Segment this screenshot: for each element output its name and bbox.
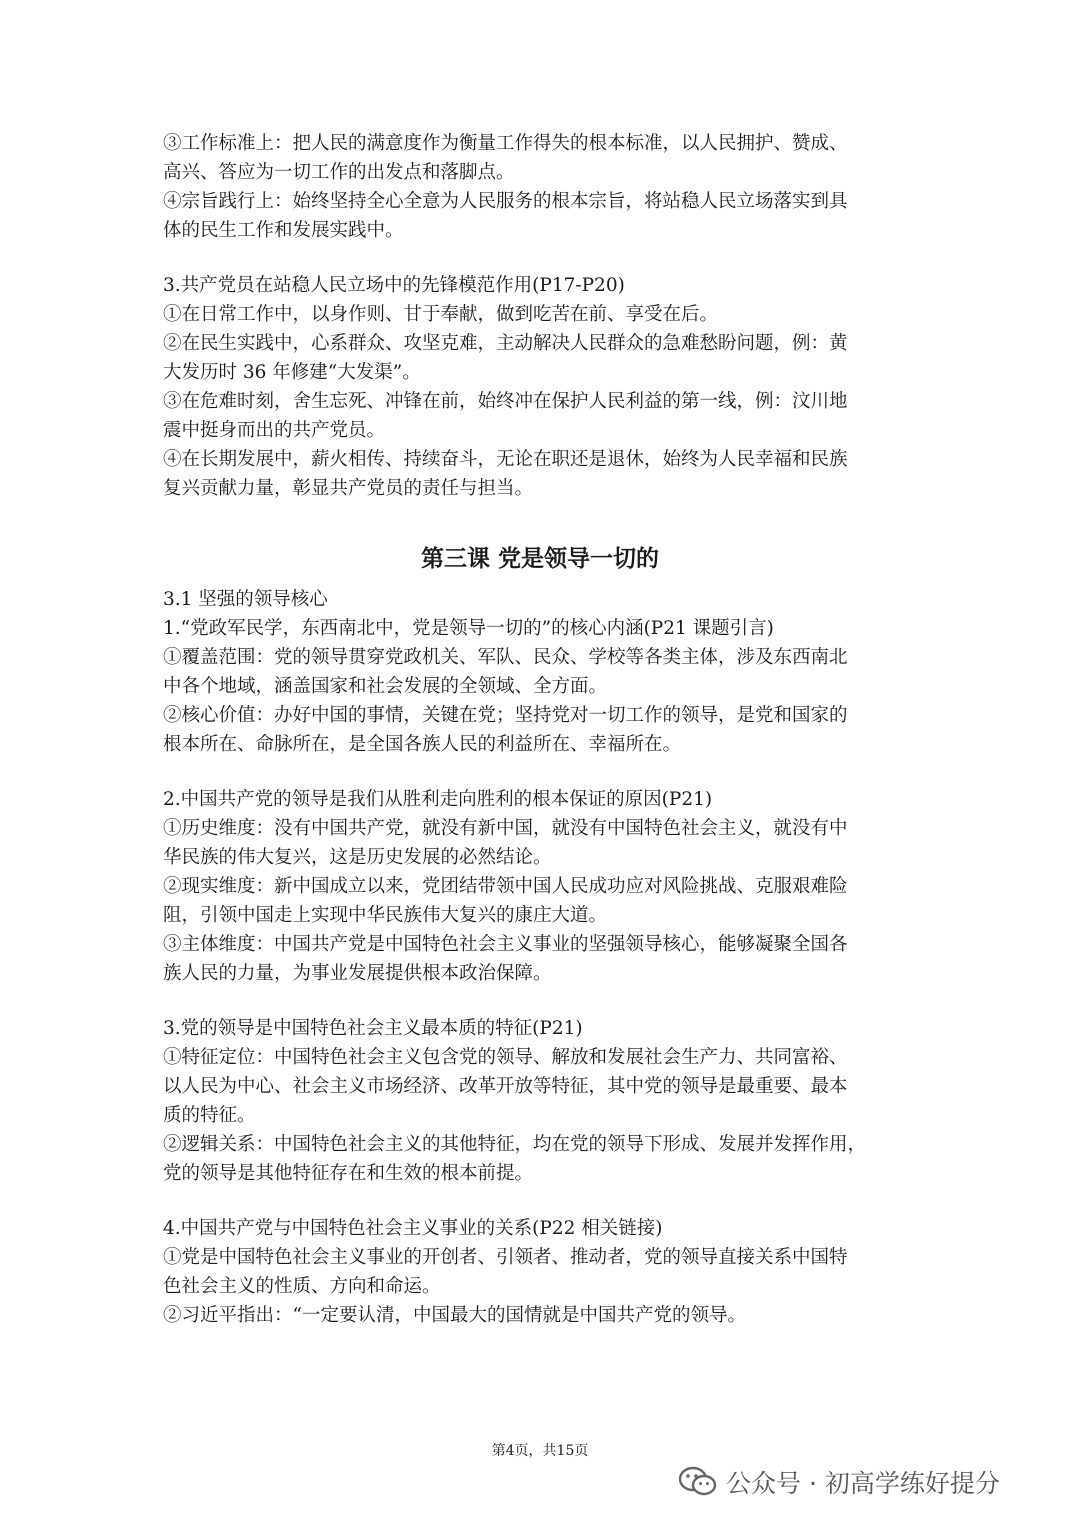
text-line: ②现实维度：新中国成立以来，党团结带领中国人民成功应对风险挑战、克服艰难险 — [163, 876, 848, 897]
text-line: ②在民生实践中，心系群众、攻坚克难，主动解决人民群众的急难愁盼问题，例：黄 — [163, 333, 848, 354]
text-line: ①在日常工作中，以身作则、甘于奉献，做到吃苦在前、享受在后。 — [163, 304, 719, 325]
text-line: 1.“党政军民学，东西南北中，党是领导一切的”的核心内涵(P21 课题引言) — [163, 618, 774, 639]
text-line: ①党是中国特色社会主义事业的开创者、引领者、推动者，党的领导直接关系中国特 — [163, 1247, 848, 1268]
text-line: ③在危难时刻，舍生忘死、冲锋在前，始终冲在保护人民利益的第一线，例：汶川地 — [163, 391, 848, 412]
text-line: 高兴、答应为一切工作的出发点和落脚点。 — [163, 162, 515, 183]
text-line: 4.中国共产党与中国特色社会主义事业的关系(P22 相关链接) — [163, 1218, 663, 1239]
text-line: 华民族的伟大复兴，这是历史发展的必然结论。 — [163, 847, 552, 868]
text-line: 色社会主义的性质、方向和命运。 — [163, 1276, 441, 1297]
text-line: 党的领导是其他特征存在和生效的根本前提。 — [163, 1163, 534, 1184]
text-line: 震中挺身而出的共产党员。 — [163, 420, 386, 441]
text-line: 复兴贡献力量，彰显共产党员的责任与担当。 — [163, 478, 534, 499]
page-footer: 第4页，共15页 — [491, 1443, 589, 1459]
text-line: 大发历时 36 年修建“大发渠”。 — [163, 362, 421, 383]
watermark-text: 公众号 · 初高学练好提分 — [726, 1469, 1000, 1498]
text-line: 3.党的领导是中国特色社会主义最本质的特征(P21) — [163, 1018, 583, 1039]
text-line: ③主体维度：中国共产党是中国特色社会主义事业的坚强领导核心，能够凝聚全国各 — [163, 934, 848, 955]
text-line: ④在长期发展中，薪火相传、持续奋斗，无论在职还是退休，始终为人民幸福和民族 — [163, 449, 848, 470]
text-line: 2.中国共产党的领导是我们从胜利走向胜利的根本保证的原因(P21) — [163, 789, 713, 810]
lesson-title: 第三课 党是领导一切的 — [420, 546, 659, 572]
text-line: ④宗旨践行上：始终坚持全心全意为人民服务的根本宗旨，将站稳人民立场落实到具 — [163, 191, 848, 212]
text-line: ①覆盖范围：党的领导贯穿党政机关、军队、民众、学校等各类主体，涉及东西南北 — [163, 647, 848, 668]
text-line: 体的民生工作和发展实践中。 — [163, 220, 404, 241]
text-line: ②逻辑关系：中国特色社会主义的其他特征，均在党的领导下形成、发展并发挥作用， — [163, 1134, 867, 1155]
watermark — [678, 1462, 1000, 1502]
text-line: 3.共产党员在站稳人民立场中的先锋模范作用(P17-P20) — [163, 275, 625, 296]
text-line: ②核心价值：办好中国的事情，关键在党；坚持党对一切工作的领导，是党和国家的 — [163, 705, 848, 726]
text-line: ①历史维度：没有中国共产党，就没有新中国，就没有中国特色社会主义，就没有中 — [163, 818, 848, 839]
text-line: 中各个地域，涵盖国家和社会发展的全领域、全方面。 — [163, 676, 608, 697]
text-line: ②习近平指出：“一定要认清，中国最大的国情就是中国共产党的领导。 — [163, 1305, 746, 1326]
wechat-icon — [678, 1466, 718, 1498]
text-line: 以人民为中心、社会主义市场经济、改革开放等特征，其中党的领导是最重要、最本 — [163, 1076, 848, 1097]
text-line: ①特征定位：中国特色社会主义包含党的领导、解放和发展社会生产力、共同富裕、 — [163, 1047, 848, 1068]
text-line: 族人民的力量，为事业发展提供根本政治保障。 — [163, 963, 552, 984]
text-line: 3.1 坚强的领导核心 — [163, 589, 328, 610]
text-line: 阻，引领中国走上实现中华民族伟大复兴的康庄大道。 — [163, 905, 608, 926]
text-line: 质的特征。 — [163, 1105, 256, 1126]
text-line: 根本所在、命脉所在，是全国各族人民的利益所在、幸福所在。 — [163, 734, 682, 755]
text-line: ③工作标准上：把人民的满意度作为衡量工作得失的根本标准，以人民拥护、赞成、 — [163, 133, 848, 154]
